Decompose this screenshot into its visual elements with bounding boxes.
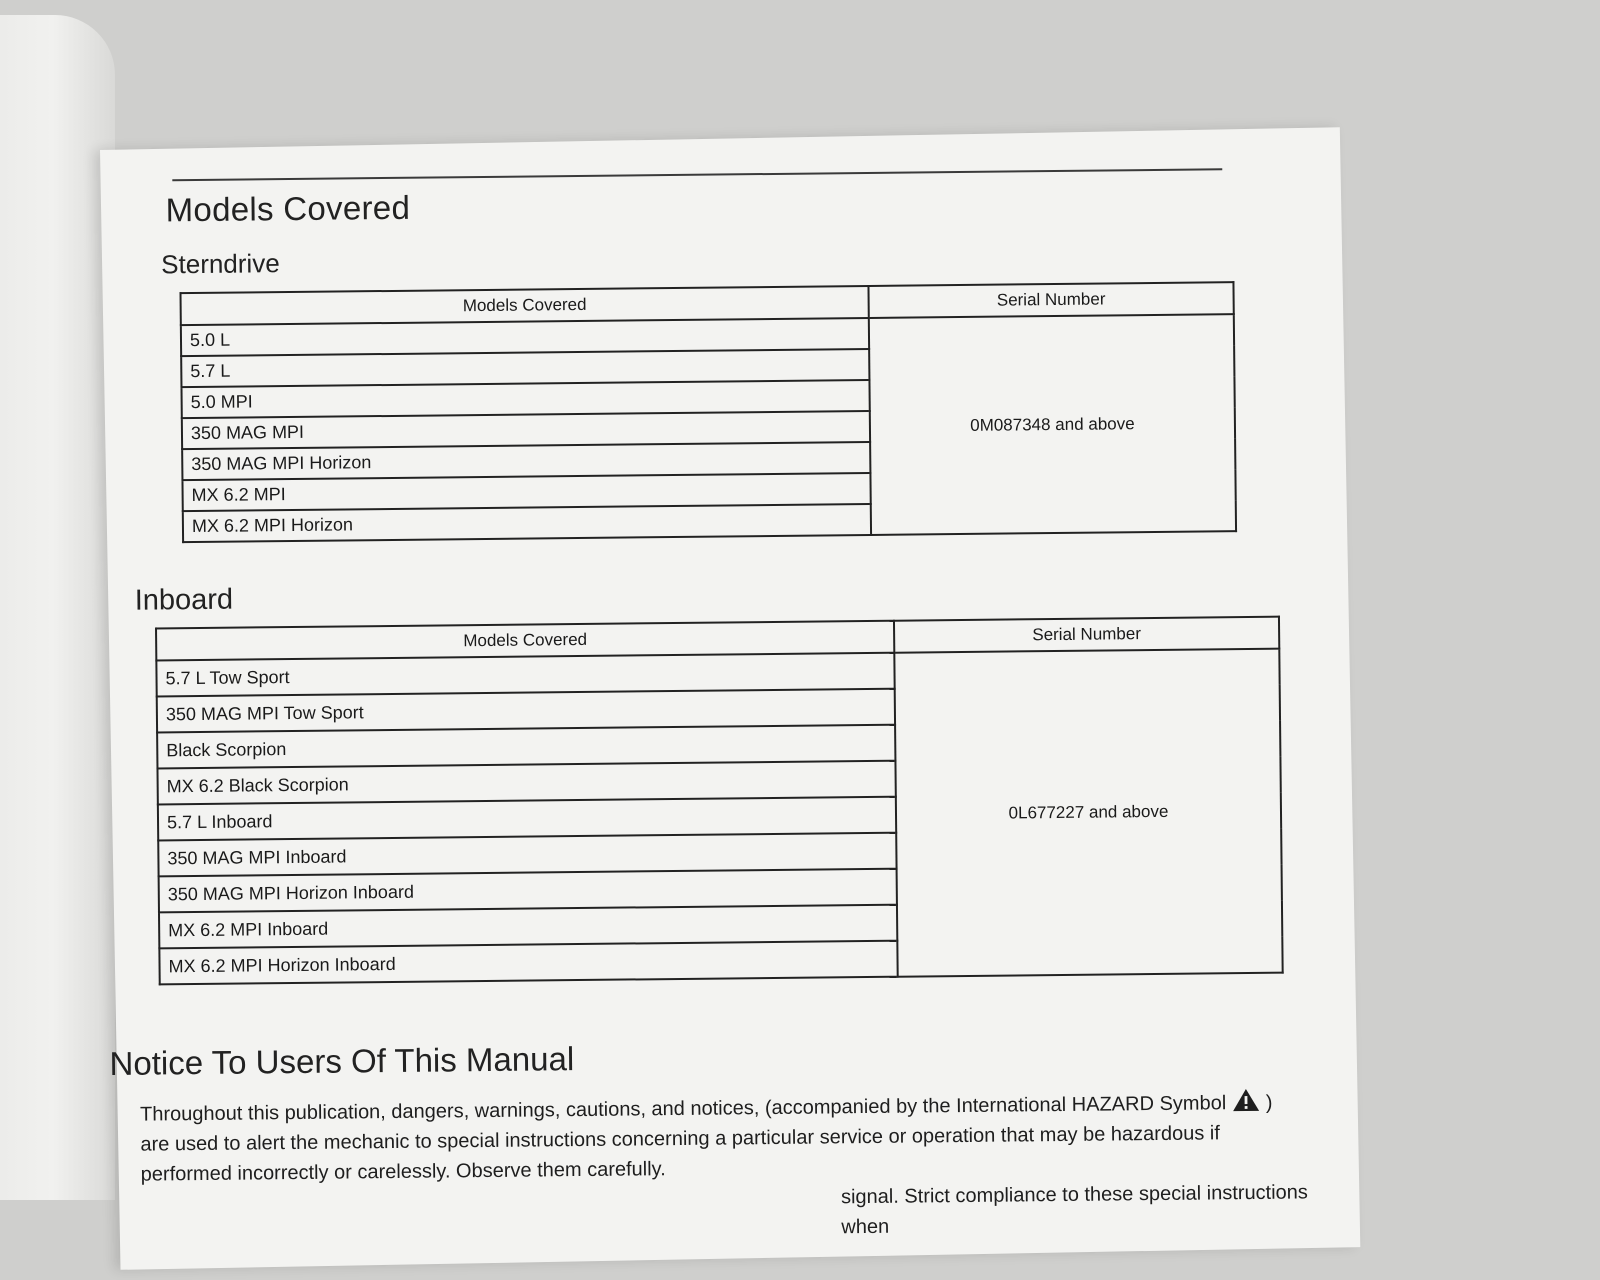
inboard-col-models: Models Covered <box>156 621 894 661</box>
model-cell: 350 MAG MPI Inboard <box>158 833 896 877</box>
model-cell: Black Scorpion <box>157 725 895 769</box>
inboard-table <box>155 616 1284 986</box>
sterndrive-col-serial: Serial Number <box>868 282 1233 318</box>
model-cell: 350 MAG MPI Horizon Inboard <box>159 869 897 913</box>
model-cell: 5.7 L <box>181 349 869 387</box>
notice-line-1: Throughout this publication, dangers, warnings, cautions, and notices, (accompanied by the International HAZARD Symbol <box>139 1092 1227 1126</box>
model-cell: MX 6.2 MPI Inboard <box>159 905 897 949</box>
notice-line-1-end: ) <box>1265 1091 1273 1114</box>
sterndrive-table <box>179 281 1237 543</box>
model-cell: 350 MAG MPI <box>182 411 870 449</box>
sterndrive-heading: Sterndrive <box>161 248 280 280</box>
notice-heading: Notice To Users Of This Manual <box>109 1040 575 1082</box>
model-cell: 5.0 MPI <box>181 380 869 418</box>
models-covered-heading: Models Covered <box>165 188 411 229</box>
notice-paragraph <box>140 1087 1352 1250</box>
model-cell: 5.7 L Tow Sport <box>156 653 894 697</box>
facing-page-edge <box>0 15 115 1200</box>
model-cell: 5.7 L Inboard <box>158 797 896 841</box>
model-cell: 5.0 L <box>181 318 869 356</box>
notice-line-4: signal. Strict compliance to these special instructions when <box>840 1181 1308 1239</box>
inboard-heading: Inboard <box>134 583 234 617</box>
header-rule <box>172 168 1222 181</box>
notice-line-2: are used to alert the mechanic to special instructions concerning a particular service or operation that may be hazardous if <box>140 1122 1220 1156</box>
model-cell: MX 6.2 Black Scorpion <box>157 761 895 805</box>
model-cell: MX 6.2 MPI Horizon Inboard <box>159 941 897 985</box>
model-cell: MX 6.2 MPI <box>182 473 870 511</box>
notice-line-3: performed incorrectly or carelessly. Observe them carefully. <box>140 1158 666 1186</box>
inboard-col-serial: Serial Number <box>894 617 1279 653</box>
model-cell: MX 6.2 MPI Horizon <box>183 504 871 542</box>
warning-triangle-icon <box>1232 1088 1260 1112</box>
model-cell: 350 MAG MPI Horizon <box>182 442 870 480</box>
serial-cell: 0M087348 and above <box>869 314 1236 535</box>
sterndrive-col-models: Models Covered <box>181 286 869 325</box>
model-cell: 350 MAG MPI Tow Sport <box>157 689 895 733</box>
serial-cell: 0L677227 and above <box>894 649 1282 977</box>
manual-page <box>100 127 1360 1270</box>
